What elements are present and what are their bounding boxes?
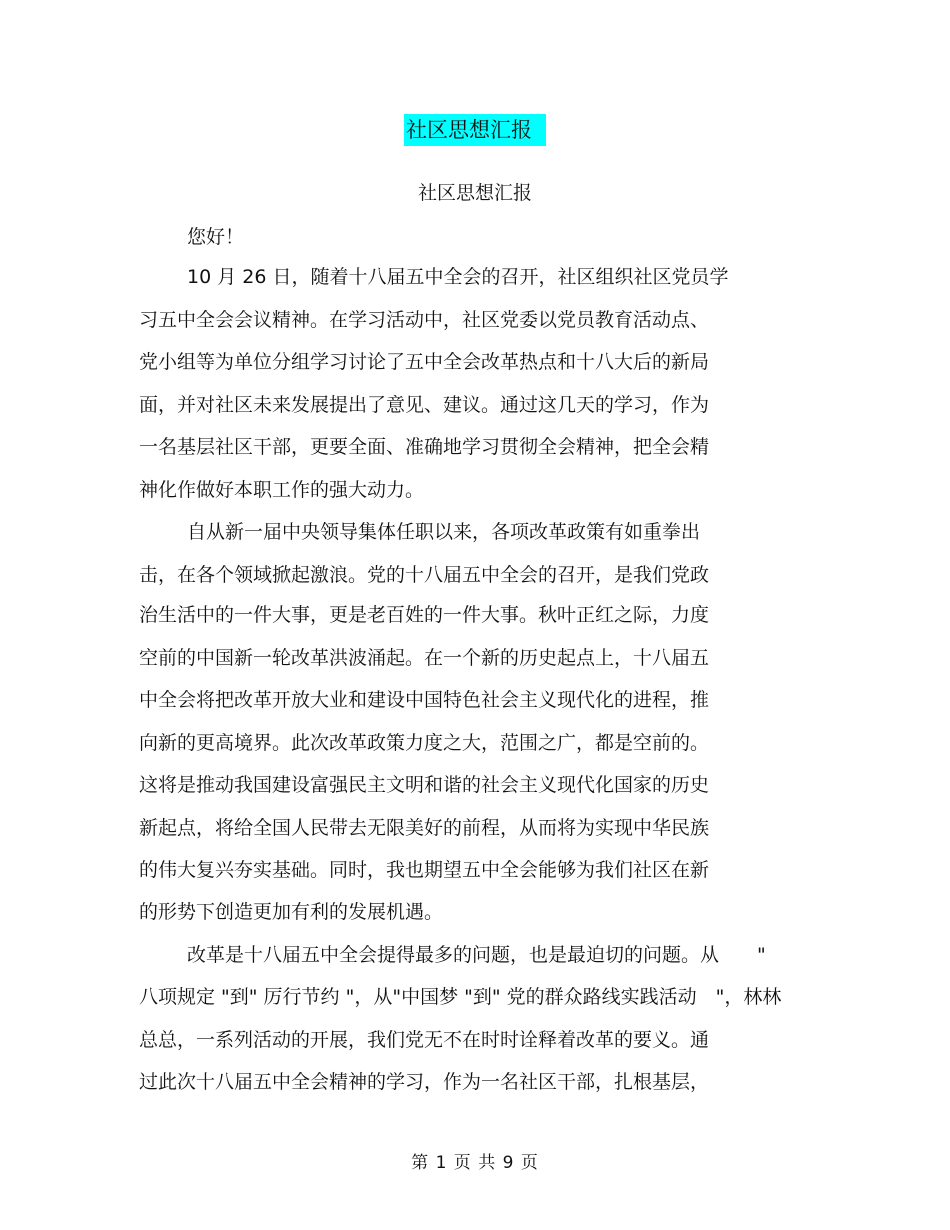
body-line: 击，在各个领域掀起激浪。党的十八届五中全会的召开，是我们党政 — [139, 564, 710, 586]
body-line: 空前的中国新一轮改革洪波涌起。在一个新的历史起点上，十八届五 — [139, 647, 710, 669]
body-line: 改革是十八届五中全会提得最多的问题，也是最迫切的问题。从 " — [187, 944, 766, 966]
body-line: 自从新一届中央领导集体任职以来，各项改革政策有如重拳出 — [187, 521, 701, 543]
title-container — [0, 114, 950, 146]
body-line: 面，并对社区未来发展提出了意见、建议。通过这几天的学习，作为 — [139, 394, 710, 416]
body-line: 的伟大复兴夯实基础。同时，我也期望五中全会能够为我们社区在新 — [139, 859, 710, 881]
body-line: 总总，一系列活动的开展，我们党无不在时时诠释着改革的要义。通 — [139, 1029, 710, 1051]
greeting-line: 您好！ — [187, 226, 245, 248]
body-line: 的形势下创造更加有利的发展机遇。 — [139, 901, 444, 923]
body-line: 习五中全会会议精神。在学习活动中，社区党委以党员教育活动点、 — [139, 309, 710, 331]
body-line: 一名基层社区干部，更要全面、准确地学习贯彻全会精神，把全会精 — [139, 436, 710, 458]
body-line: 向新的更高境界。此次改革政策力度之大，范围之广，都是空前的。 — [139, 732, 710, 754]
body-line: 新起点，将给全国人民带去无限美好的前程，从而将为实现中华民族 — [139, 817, 710, 839]
document-subtitle: 社区思想汇报 — [417, 182, 532, 204]
body-line: 八项规定 "到" 厉行节约 "，从"中国梦 "到" 党的群众路线实践活动 "，林林 — [139, 986, 782, 1008]
body-line: 10 月 26 日，随着十八届五中全会的召开，社区组织社区党员学 — [187, 266, 729, 288]
body-line: 过此次十八届五中全会精神的学习，作为一名社区干部，扎根基层， — [139, 1071, 710, 1093]
body-line: 这将是推动我国建设富强民主文明和谐的社会主义现代化国家的历史 — [139, 774, 710, 796]
document-title: 社区思想汇报 — [404, 114, 546, 146]
body-line: 治生活中的一件大事，更是老百姓的一件大事。秋叶正红之际，力度 — [139, 604, 710, 626]
body-line: 中全会将把改革开放大业和建设中国特色社会主义现代化的进程，推 — [139, 689, 710, 711]
page-number-footer: 第 1 页 共 9 页 — [411, 1153, 539, 1173]
body-line: 党小组等为单位分组学习讨论了五中全会改革热点和十八大后的新局 — [139, 351, 710, 373]
body-line: 神化作做好本职工作的强大动力。 — [139, 479, 425, 501]
